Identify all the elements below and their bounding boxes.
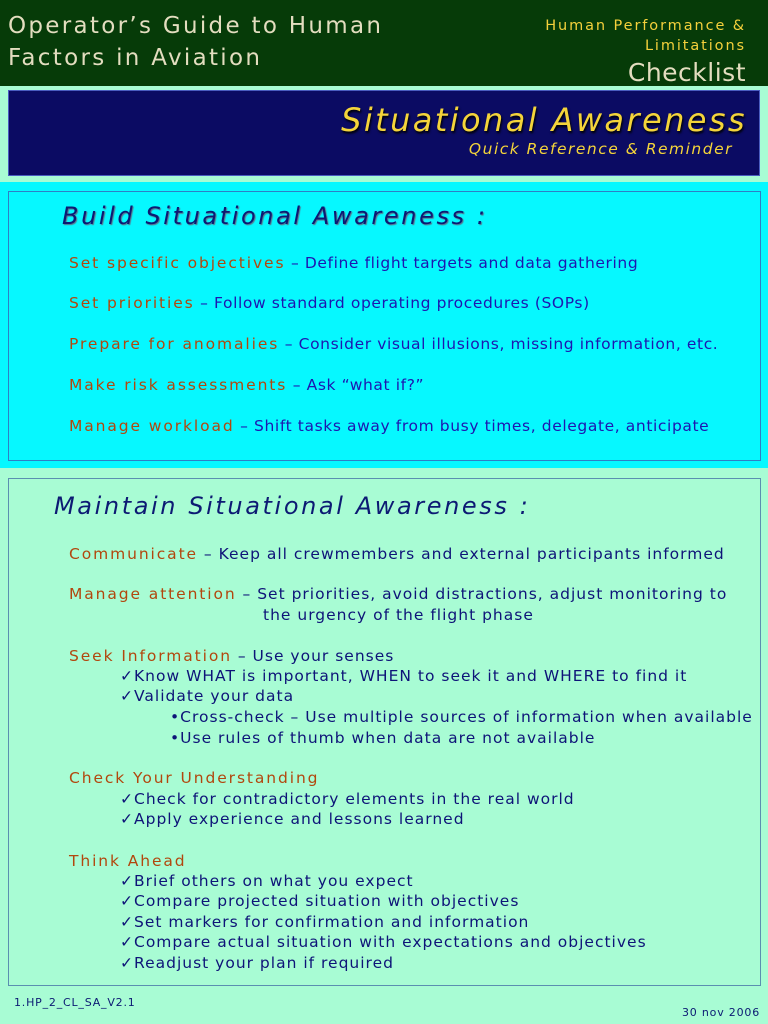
build-item-desc: – Shift tasks away from busy times, delegate, anticipate [234, 417, 710, 435]
check-item: ✓Compare actual situation with expectations and objectives [120, 933, 647, 951]
build-item-term: Set priorities [69, 294, 195, 312]
title-banner [8, 90, 760, 176]
build-item-term: Prepare for anomalies [69, 335, 280, 353]
category-line1: Human Performance & [545, 18, 746, 34]
maintain-item-term: Think Ahead [69, 852, 187, 870]
guide-title [8, 10, 438, 74]
build-item [69, 253, 638, 274]
maintain-item [69, 768, 319, 789]
maintain-item [69, 544, 725, 565]
checklist-label: Checklist [627, 58, 746, 87]
build-item-term: Manage workload [69, 417, 235, 435]
build-item-term: Make risk assessments [69, 376, 288, 394]
check-icon: ✓ [120, 933, 134, 951]
check-item: ✓Compare projected situation with objectives [120, 892, 520, 910]
check-icon: ✓ [120, 790, 134, 808]
page-title: Situational Awareness [341, 101, 747, 139]
check-icon: ✓ [120, 667, 134, 685]
guide-title-line2: Factors in Aviation [8, 45, 263, 71]
build-item-desc: – Consider visual illusions, missing information, etc. [279, 335, 719, 353]
category-label [545, 16, 746, 56]
bullet-icon: • [170, 729, 181, 747]
check-item: ✓Brief others on what you expect [120, 872, 414, 890]
build-item-term: Set specific objectives [69, 254, 286, 272]
maintain-section-title: Maintain Situational Awareness : [54, 492, 531, 520]
check-icon: ✓ [120, 872, 134, 890]
build-item [69, 334, 718, 355]
check-item: ✓Apply experience and lessons learned [120, 810, 465, 828]
check-icon: ✓ [120, 913, 134, 931]
build-item-desc: – Follow standard operating procedures (SOPs) [194, 294, 590, 312]
check-item: ✓Check for contradictory elements in the real world [120, 790, 575, 808]
check-item: ✓Validate your data [120, 687, 295, 705]
category-line2: Limitations [644, 38, 746, 54]
build-section-title: Build Situational Awareness : [62, 202, 488, 230]
maintain-item-term: Check Your Understanding [69, 769, 320, 787]
bullet-icon: • [170, 708, 181, 726]
maintain-item [69, 646, 394, 667]
maintain-item-term: Communicate [69, 545, 198, 563]
bullet-item: •Use rules of thumb when data are not available [170, 729, 596, 747]
maintain-item [69, 584, 727, 605]
check-icon: ✓ [120, 954, 134, 972]
build-item [69, 416, 709, 437]
check-icon: ✓ [120, 687, 134, 705]
document-date: 30 nov 2006 [682, 1006, 760, 1019]
page-subtitle: Quick Reference & Reminder [468, 140, 733, 158]
maintain-item [69, 851, 187, 872]
document-code: 1.HP_2_CL_SA_V2.1 [14, 996, 136, 1009]
maintain-item-desc-continued: the urgency of the flight phase [263, 606, 534, 624]
maintain-item-term: Seek Information [69, 647, 232, 665]
maintain-item-desc: – Set priorities, avoid distractions, adjust monitoring to [236, 585, 728, 603]
maintain-item-desc: – Keep all crewmembers and external participants informed [198, 545, 725, 563]
bullet-item: •Cross-check – Use multiple sources of information when available [170, 708, 753, 726]
build-item-desc: – Define flight targets and data gathering [285, 254, 639, 272]
build-item [69, 375, 424, 396]
maintain-item-desc: – Use your senses [231, 647, 395, 665]
build-item [69, 293, 590, 314]
guide-title-line1: Operator’s Guide to Human [8, 13, 384, 39]
maintain-item-term: Manage attention [69, 585, 237, 603]
build-item-desc: – Ask “what if?” [287, 376, 425, 394]
check-item: ✓Set markers for confirmation and information [120, 913, 530, 931]
check-icon: ✓ [120, 892, 134, 910]
check-item: ✓Readjust your plan if required [120, 954, 394, 972]
check-item: ✓Know WHAT is important, WHEN to seek it and WHERE to find it [120, 667, 688, 685]
check-icon: ✓ [120, 810, 134, 828]
